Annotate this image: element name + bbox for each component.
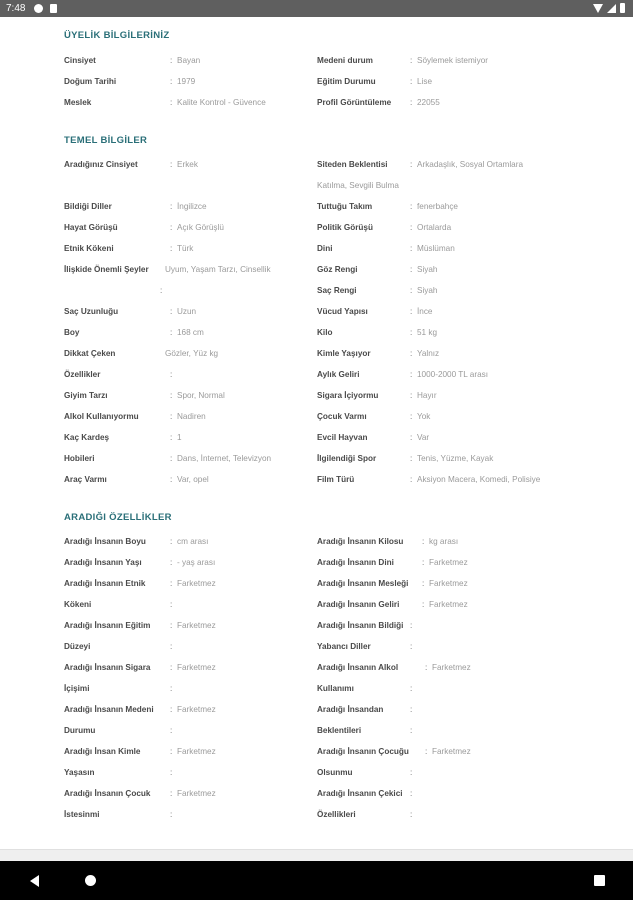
left-colon: : <box>170 475 173 484</box>
right-label: Aradığı İnsanın Çocuğu <box>317 747 409 756</box>
left-colon: : <box>160 286 163 295</box>
right-value: Arkadaşlık, Sosyal Ortamlara <box>417 160 524 169</box>
left-value: Farketmez <box>177 579 216 588</box>
right-value: Tenis, Yüzme, Kayak <box>417 454 494 463</box>
right-label: Aradığı İnsandan <box>317 705 384 714</box>
info-row <box>0 97 633 109</box>
info-row <box>0 369 633 381</box>
info-row <box>0 725 633 737</box>
right-label: Kullanımı <box>317 684 354 693</box>
left-colon: : <box>170 600 173 609</box>
left-value: Uzun <box>177 307 197 316</box>
left-value: Var, opel <box>177 475 209 484</box>
status-time: 7:48 <box>6 3 26 14</box>
left-label: Cinsiyet <box>64 56 96 65</box>
left-value: - yaş arası <box>177 558 216 567</box>
right-label: Kilo <box>317 328 333 337</box>
right-label: Medeni durum <box>317 56 373 65</box>
left-colon: : <box>170 768 173 777</box>
left-colon: : <box>170 726 173 735</box>
info-row <box>0 55 633 67</box>
right-value: Var <box>417 433 430 442</box>
right-colon: : <box>410 286 413 295</box>
right-value: Müslüman <box>417 244 455 253</box>
left-value: Farketmez <box>177 705 216 714</box>
info-row <box>0 159 633 171</box>
right-label: Siteden Beklentisi <box>317 160 388 169</box>
right-colon: : <box>410 77 413 86</box>
right-colon: : <box>422 537 425 546</box>
right-value: fenerbahçe <box>417 202 458 211</box>
right-value: Lise <box>417 77 433 86</box>
right-colon: : <box>410 328 413 337</box>
left-colon: : <box>170 454 173 463</box>
info-row <box>0 474 633 486</box>
right-label: Çocuk Varmı <box>317 412 367 421</box>
right-value: Söylemek istemiyor <box>417 56 488 65</box>
right-value: Farketmez <box>432 663 471 672</box>
left-colon: : <box>170 370 173 379</box>
right-label: Saç Rengi <box>317 286 357 295</box>
left-value: 1979 <box>177 77 196 86</box>
right-colon: : <box>410 98 413 107</box>
left-label: Kökeni <box>64 600 92 609</box>
right-colon: : <box>410 684 413 693</box>
right-label: İlgilendiği Spor <box>317 454 377 463</box>
left-label: Boy <box>64 328 80 337</box>
left-value: Dans, İnternet, Televizyon <box>177 454 272 463</box>
right-colon: : <box>410 621 413 630</box>
right-label: Göz Rengi <box>317 265 358 274</box>
left-value: Gözler, Yüz kg <box>165 349 219 358</box>
right-label: Aradığı İnsanın Mesleği <box>317 579 409 588</box>
left-label: Saç Uzunluğu <box>64 307 119 316</box>
left-colon: : <box>170 307 173 316</box>
info-row <box>0 411 633 423</box>
right-label: Beklentileri <box>317 726 362 735</box>
right-label: Aradığı İnsanın Dini <box>317 558 394 567</box>
info-row <box>0 264 633 276</box>
left-colon: : <box>170 642 173 651</box>
left-label: Doğum Tarihi <box>64 77 117 86</box>
left-label: Aradığı İnsanın Medeni <box>64 705 154 714</box>
info-row <box>0 285 633 297</box>
left-value: Nadiren <box>177 412 206 421</box>
right-label: Aradığı İnsanın Bildiği <box>317 621 404 630</box>
left-value: 1 <box>177 433 182 442</box>
right-label: Aylık Geliri <box>317 370 360 379</box>
left-label: Kaç Kardeş <box>64 433 110 442</box>
left-colon: : <box>170 663 173 672</box>
left-value: Bayan <box>177 56 201 65</box>
right-label: Aradığı İnsanın Kilosu <box>317 537 404 546</box>
info-row <box>0 788 633 800</box>
right-label: Olsunmu <box>317 768 353 777</box>
right-colon: : <box>410 202 413 211</box>
right-colon: : <box>425 747 428 756</box>
right-value: Yok <box>417 412 431 421</box>
info-row <box>0 390 633 402</box>
right-colon: : <box>410 726 413 735</box>
right-colon: : <box>410 370 413 379</box>
left-colon: : <box>170 202 173 211</box>
right-colon: : <box>422 558 425 567</box>
left-label: İstesinmi <box>64 810 100 819</box>
left-value: Kalite Kontrol - Güvence <box>177 98 266 107</box>
right-label: Özellikleri <box>317 810 356 819</box>
left-label: İlişkide Önemli Şeyler <box>64 265 149 274</box>
right-label: Tuttuğu Takım <box>317 202 373 211</box>
left-label: Özellikler <box>64 370 101 379</box>
left-value: Açık Görüşlü <box>177 223 224 232</box>
info-row <box>0 348 633 360</box>
status-bar <box>0 0 633 17</box>
left-label: Meslek <box>64 98 92 107</box>
navigation-bar <box>0 861 633 900</box>
info-row <box>0 620 633 632</box>
left-colon: : <box>170 56 173 65</box>
home-icon[interactable] <box>85 875 96 886</box>
right-value: Farketmez <box>429 558 468 567</box>
left-label: Düzeyi <box>64 642 91 651</box>
left-label: Alkol Kullanıyormu <box>64 412 139 421</box>
left-colon: : <box>170 537 173 546</box>
left-label: Durumu <box>64 726 96 735</box>
right-colon: : <box>410 810 413 819</box>
right-label: Vücud Yapısı <box>317 307 368 316</box>
left-value: Erkek <box>177 160 198 169</box>
info-row <box>0 327 633 339</box>
right-value: Farketmez <box>429 600 468 609</box>
right-colon: : <box>410 307 413 316</box>
right-value: Yalnız <box>417 349 440 358</box>
left-colon: : <box>170 160 173 169</box>
section-title: ARADIĞI ÖZELLİKLER <box>64 512 172 523</box>
sd-card-icon <box>50 4 57 13</box>
right-label: Sigara İçiyormu <box>317 391 379 400</box>
right-value: Ortalarda <box>417 223 452 232</box>
left-label: Hobileri <box>64 454 95 463</box>
right-colon: : <box>410 454 413 463</box>
info-row <box>0 641 633 653</box>
left-label: Etnik Kökeni <box>64 244 114 253</box>
left-colon: : <box>170 433 173 442</box>
left-colon: : <box>170 684 173 693</box>
info-row <box>0 453 633 465</box>
right-colon: : <box>425 663 428 672</box>
left-value: Farketmez <box>177 789 216 798</box>
right-colon: : <box>410 349 413 358</box>
battery-icon <box>620 3 625 13</box>
right-colon: : <box>410 475 413 484</box>
right-label: Politik Görüşü <box>317 223 373 232</box>
left-value: İngilizce <box>177 202 207 211</box>
left-value: Farketmez <box>177 621 216 630</box>
left-value: 168 cm <box>177 328 204 337</box>
left-colon: : <box>170 77 173 86</box>
right-value: 22055 <box>417 98 440 107</box>
info-row <box>0 306 633 318</box>
right-value: Farketmez <box>432 747 471 756</box>
info-row <box>0 704 633 716</box>
right-colon: : <box>410 789 413 798</box>
right-value: Siyah <box>417 265 438 274</box>
left-label: Aradığınız Cinsiyet <box>64 160 138 169</box>
left-label: Bildiği Diller <box>64 202 112 211</box>
right-label: Profil Görüntüleme <box>317 98 392 107</box>
notification-icon <box>34 4 43 13</box>
info-row <box>0 557 633 569</box>
left-colon: : <box>170 391 173 400</box>
right-colon: : <box>410 433 413 442</box>
left-label: Dikkat Çeken <box>64 349 116 358</box>
right-colon: : <box>410 244 413 253</box>
info-row <box>0 243 633 255</box>
left-value: cm arası <box>177 537 209 546</box>
right-colon: : <box>410 412 413 421</box>
left-label: Aradığı İnsan Kimle <box>64 747 141 756</box>
left-colon: : <box>170 223 173 232</box>
info-row <box>0 201 633 213</box>
right-label: Yabancı Diller <box>317 642 371 651</box>
right-colon: : <box>410 223 413 232</box>
left-label: Aradığı İnsanın Etnik <box>64 579 146 588</box>
right-label: Kimle Yaşıyor <box>317 349 371 358</box>
right-value: kg arası <box>429 537 459 546</box>
left-colon: : <box>170 244 173 253</box>
left-colon: : <box>170 558 173 567</box>
right-colon: : <box>410 642 413 651</box>
left-value: Spor, Normal <box>177 391 225 400</box>
right-label: Katılma, Sevgili Bulma <box>317 181 399 190</box>
info-row <box>0 767 633 779</box>
right-colon: : <box>410 391 413 400</box>
section-title: ÜYELİK BİLGİLERİNİZ <box>64 30 170 41</box>
left-colon: : <box>170 328 173 337</box>
back-icon[interactable] <box>30 875 39 887</box>
right-label: Aradığı İnsanın Alkol <box>317 663 399 672</box>
info-row <box>0 662 633 674</box>
right-label: Eğitim Durumu <box>317 77 376 86</box>
section-title: TEMEL BİLGİLER <box>64 135 148 146</box>
right-value: Hayır <box>417 391 437 400</box>
profile-details <box>0 17 633 849</box>
left-colon: : <box>170 789 173 798</box>
info-row <box>0 536 633 548</box>
right-label: Aradığı İnsanın Geliri <box>317 600 400 609</box>
info-row <box>0 222 633 234</box>
right-value: 51 kg <box>417 328 438 337</box>
right-colon: : <box>410 705 413 714</box>
info-row <box>0 809 633 821</box>
left-value: Türk <box>177 244 194 253</box>
left-label: Hayat Görüşü <box>64 223 118 232</box>
recent-apps-icon[interactable] <box>594 875 605 886</box>
right-value: Aksiyon Macera, Komedi, Polisiye <box>417 475 541 484</box>
right-value: İnce <box>417 307 433 316</box>
left-label: Aradığı İnsanın Çocuk <box>64 789 151 798</box>
right-colon: : <box>410 768 413 777</box>
right-value: Farketmez <box>429 579 468 588</box>
left-colon: : <box>170 747 173 756</box>
right-label: Dini <box>317 244 333 253</box>
left-label: Giyim Tarzı <box>64 391 108 400</box>
left-label: İçişimi <box>64 684 90 693</box>
info-row <box>0 578 633 590</box>
left-label: Aradığı İnsanın Yaşı <box>64 558 142 567</box>
left-colon: : <box>170 621 173 630</box>
left-colon: : <box>170 412 173 421</box>
left-colon: : <box>170 705 173 714</box>
left-value: Uyum, Yaşam Tarzı, Cinsellik <box>165 265 271 274</box>
right-label: Film Türü <box>317 475 355 484</box>
right-value: 1000-2000 TL arası <box>417 370 489 379</box>
left-colon: : <box>170 98 173 107</box>
right-label: Evcil Hayvan <box>317 433 368 442</box>
left-value: Farketmez <box>177 663 216 672</box>
right-value: Siyah <box>417 286 438 295</box>
left-value: Farketmez <box>177 747 216 756</box>
left-label: Araç Varmı <box>64 475 107 484</box>
right-colon: : <box>422 579 425 588</box>
info-row <box>0 180 633 192</box>
left-label: Aradığı İnsanın Sigara <box>64 663 151 672</box>
info-row <box>0 432 633 444</box>
left-colon: : <box>170 810 173 819</box>
wifi-icon <box>593 4 603 13</box>
left-label: Aradığı İnsanın Eğitim <box>64 621 151 630</box>
info-row <box>0 76 633 88</box>
info-row <box>0 683 633 695</box>
left-label: Aradığı İnsanın Boyu <box>64 537 146 546</box>
left-colon: : <box>170 579 173 588</box>
right-colon: : <box>410 160 413 169</box>
signal-icon <box>607 4 616 13</box>
right-colon: : <box>422 600 425 609</box>
info-row <box>0 746 633 758</box>
right-label: Aradığı İnsanın Çekici <box>317 789 403 798</box>
left-label: Yaşasın <box>64 768 95 777</box>
info-row <box>0 599 633 611</box>
right-colon: : <box>410 56 413 65</box>
right-colon: : <box>410 265 413 274</box>
